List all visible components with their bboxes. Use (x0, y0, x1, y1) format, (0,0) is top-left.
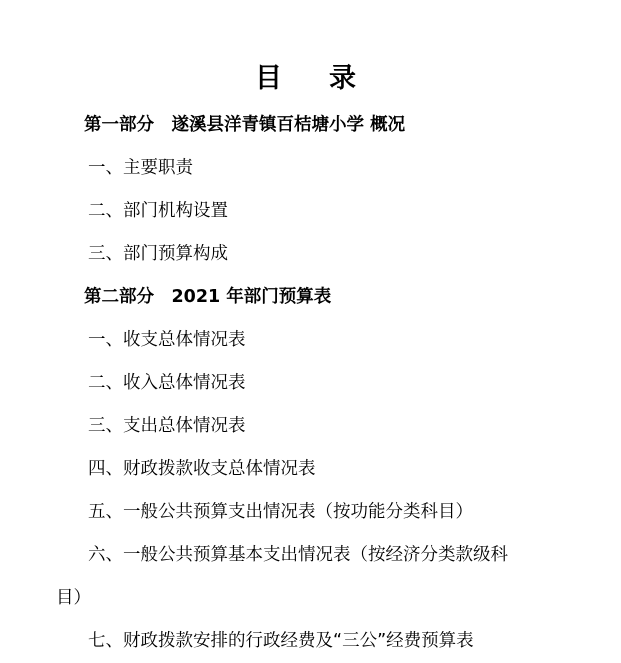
toc-entry[interactable]: 一、收支总体情况表 (88, 330, 246, 350)
toc-entry[interactable]: 四、财政拨款收支总体情况表 (88, 459, 316, 479)
page-title: 目 录 (255, 63, 366, 94)
toc-entry[interactable]: 六、一般公共预算基本支出情况表（按经济分类款级科 (88, 545, 508, 565)
toc-part-heading[interactable]: 第二部分 2021 年部门预算表 (84, 287, 332, 307)
toc-entry[interactable]: 五、一般公共预算支出情况表（按功能分类科目） (88, 502, 473, 522)
table-of-contents (0, 104, 621, 663)
toc-entry-continuation[interactable]: 目） (56, 588, 91, 608)
toc-entry[interactable]: 一、主要职责 (88, 158, 193, 178)
toc-entry[interactable]: 三、部门预算构成 (88, 244, 228, 264)
toc-entry[interactable]: 三、支出总体情况表 (88, 416, 246, 436)
toc-entry[interactable]: 二、收入总体情况表 (88, 373, 246, 393)
toc-entry[interactable]: 七、财政拨款安排的行政经费及“三公”经费预算表 (88, 631, 474, 651)
toc-part-heading[interactable]: 第一部分 遂溪县洋青镇百桔塘小学 概况 (84, 115, 406, 135)
toc-entry[interactable]: 二、部门机构设置 (88, 201, 228, 221)
